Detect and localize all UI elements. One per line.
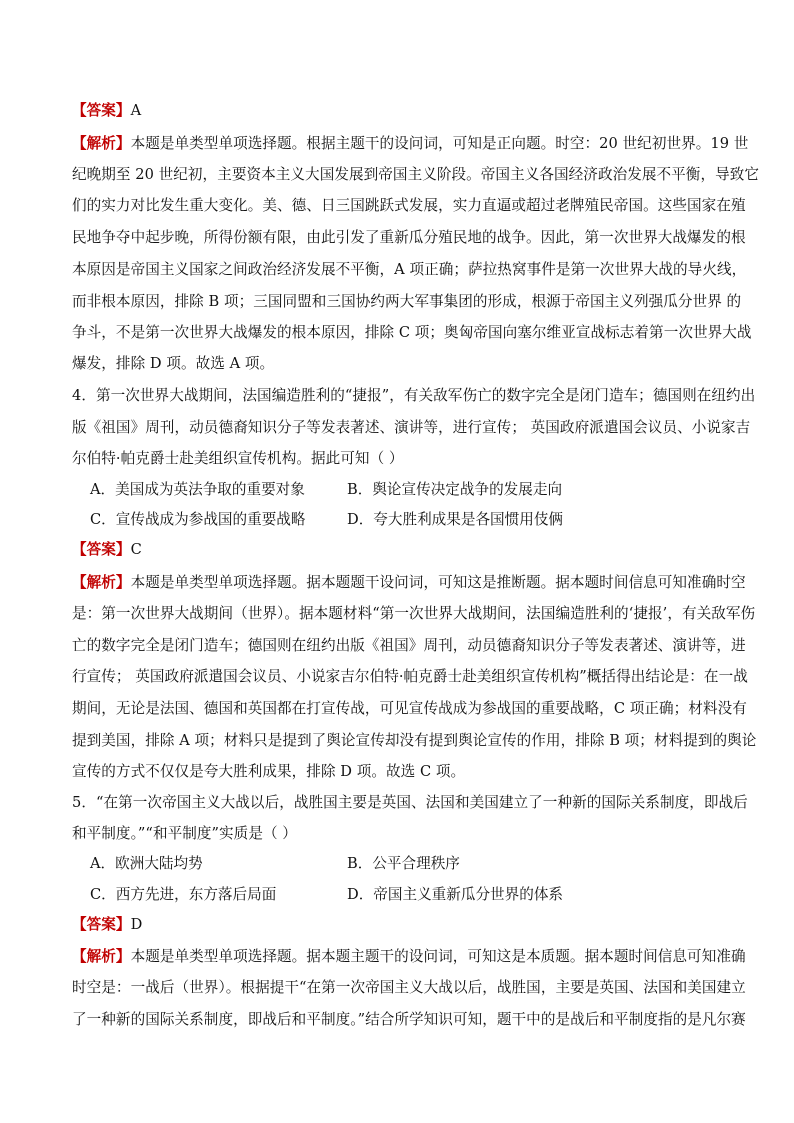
q5-analysis-line-2: 时空是：一战后（世界）。根据提干“在第一次帝国主义大战以后，战胜国，主要是英国、法国和美国建立 xyxy=(72,979,746,996)
q4-option-b: B．舆论宣传决定战争的发展走向 xyxy=(347,481,563,498)
q4-analysis-line-6: 提到美国，排除 A 项；材料只是提到了舆论宣传却没有提到舆论宣传的作用，排除 B 项；材料提到的舆论 xyxy=(72,732,757,749)
q3-analysis-line-5: 本原因是帝国主义国家之间政治经济发展不平衡，A 项正确；萨拉热窝事件是第一次世界大战的导火线， xyxy=(72,261,747,278)
q5-stem-line-2: 和平制度。”“和平制度”实质是（ ） xyxy=(72,825,297,842)
q3-answer-line xyxy=(72,101,141,121)
q5-option-a: A．欧洲大陆均势 xyxy=(90,855,203,872)
q4-stem-line-2: 版《祖国》周刊，动员德裔知识分子等发表著述、演讲等，进行宣传； 英国政府派遣国会议员、小说家吉 xyxy=(72,419,751,436)
q4-analysis-line-1 xyxy=(72,573,746,593)
q3-answer: A xyxy=(130,102,142,119)
q4-analysis-text: 本题是单类型单项选择题。据本题题干设问词，可知这是推断题。据本题时间信息可知准确时空 xyxy=(130,574,746,591)
answer-tag: 【答案】 xyxy=(72,916,131,933)
q5-answer: D xyxy=(130,916,143,933)
q4-stem-line-1: 4．第一次世界大战期间，法国编造胜利的“捷报”，有关敌军伤亡的数字完全是闭门造车；德国则在纽约出 xyxy=(72,387,756,404)
q5-option-b: B．公平合理秩序 xyxy=(347,855,460,872)
q3-analysis-text: 本题是单类型单项选择题。根据主题干的设问词，可知是正向题。时空：20 世纪初世界。19 世 xyxy=(130,135,749,152)
q4-analysis-line-5: 期间，无论是法国、德国和英国都在打宣传战，可见宣传战成为参战国的重要战略，C 项正确；材料没有 xyxy=(72,700,747,717)
q3-analysis-line-6: 而非根本原因，排除 B 项；三国同盟和三国协约两大军事集团的形成，根源于帝国主义列强瓜分世界 的 xyxy=(72,293,742,310)
q4-analysis-line-2: 是：第一次世界大战期间（世界）。据本题材料“第一次世界大战期间，法国编造胜利的‘捷报’，有关敌军伤 xyxy=(72,605,756,622)
q5-answer-line xyxy=(72,915,142,935)
q3-analysis-line-3: 们的实力对比发生重大变化。美、德、日三国跳跃式发展，实力直逼或超过老牌殖民帝国。这些国家在殖 xyxy=(72,197,746,214)
q4-answer: C xyxy=(130,541,142,558)
q3-analysis-line-2: 纪晚期至 20 世纪初，主要资本主义大国发展到帝国主义阶段。帝国主义各国经济政治发展不平衡，导致它 xyxy=(72,166,760,183)
q4-option-d: D．夸大胜利成果是各国惯用伎俩 xyxy=(347,511,564,528)
analysis-tag: 【解析】 xyxy=(72,948,131,965)
answer-tag: 【答案】 xyxy=(72,102,131,119)
q3-analysis-line-1 xyxy=(72,134,748,154)
q5-analysis-line-1 xyxy=(72,947,746,967)
q4-option-a: A．美国成为英法争取的重要对象 xyxy=(90,481,305,498)
q3-analysis-line-4: 民地争夺中起步晚，所得份额有限，由此引发了重新瓜分殖民地的战争。因此，第一次世界大战爆发的根 xyxy=(72,229,746,246)
q4-analysis-line-3: 亡的数字完全是闭门造车；德国则在纽约出版《祖国》周刊，动员德裔知识分子等发表著述、演讲等，进 xyxy=(72,637,746,654)
q4-analysis-line-7: 宣传的方式不仅仅是夸大胜利成果，排除 D 项。故选 C 项。 xyxy=(72,763,466,780)
q4-analysis-line-4: 行宣传； 英国政府派遣国会议员、小说家吉尔伯特·帕克爵士赴美组织宣传机构”概括得出结论是：在一战 xyxy=(72,668,748,685)
q4-stem-line-3: 尔伯特·帕克爵士赴美组织宣传机构。据此可知（ ） xyxy=(72,450,404,467)
q4-answer-line xyxy=(72,540,142,560)
answer-tag: 【答案】 xyxy=(72,541,131,558)
analysis-tag: 【解析】 xyxy=(72,574,131,591)
q5-analysis-text: 本题是单类型单项选择题。据本题主题干的设问词，可知这是本质题。据本题时间信息可知准确 xyxy=(130,948,746,965)
q3-analysis-line-8: 爆发，排除 D 项。故选 A 项。 xyxy=(72,355,275,372)
q5-option-c: C．西方先进，东方落后局面 xyxy=(90,886,277,903)
analysis-tag: 【解析】 xyxy=(72,135,131,152)
q5-option-d: D．帝国主义重新瓜分世界的体系 xyxy=(347,886,564,903)
q5-analysis-line-3: 了一种新的国际关系制度，即战后和平制度。”结合所学知识可知，题干中的是战后和平制度指的是凡尔赛 xyxy=(72,1011,746,1028)
q3-analysis-line-7: 争斗，不是第一次世界大战爆发的根本原因，排除 C 项；奥匈帝国向塞尔维亚宣战标志着第一次世界大战 xyxy=(72,324,752,341)
q4-option-c: C．宣传战成为参战国的重要战略 xyxy=(90,511,306,528)
q5-stem-line-1: 5．“在第一次帝国主义大战以后，战胜国主要是英国、法国和美国建立了一种新的国际关系制度，即战后 xyxy=(72,794,748,811)
